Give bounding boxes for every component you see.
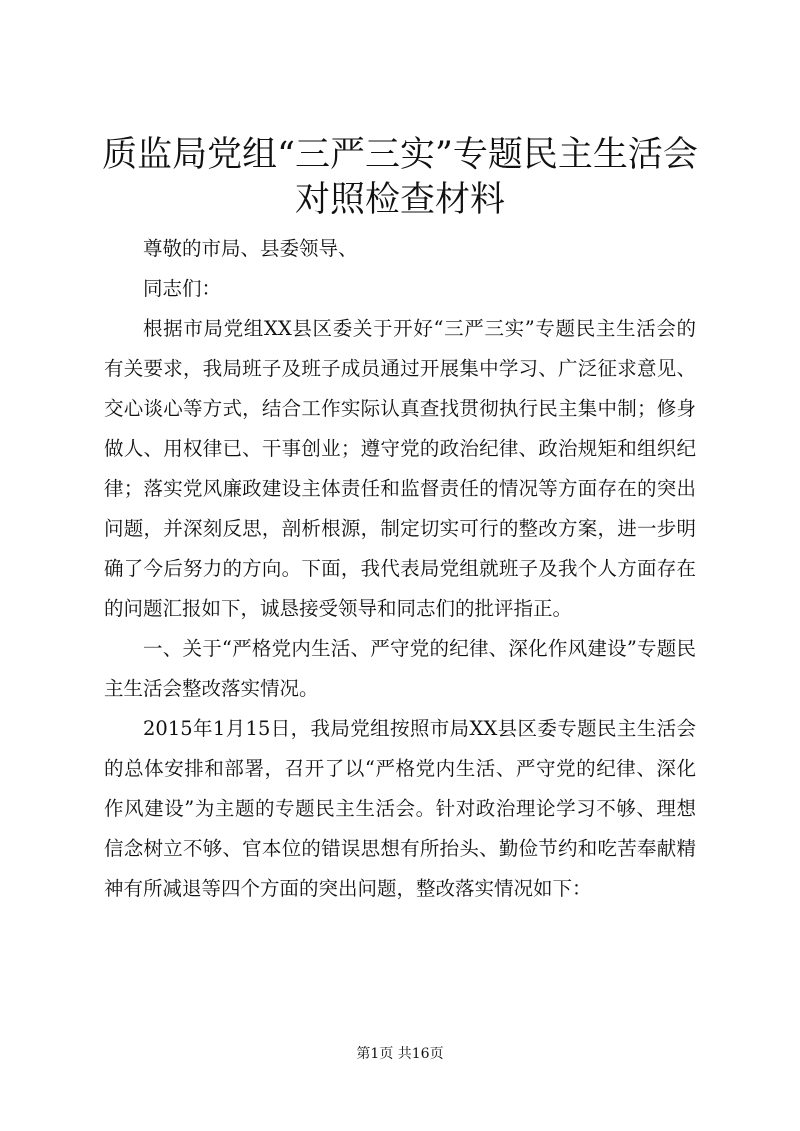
salutation-line-2: 同志们：: [143, 277, 222, 300]
document-body: [104, 229, 696, 909]
document-title: 质监局党组“三严三实”专题民主生活会对照检查材料: [102, 135, 698, 220]
section-paragraph-1: 2015年1月15日，我局党组按照市局XX县区委专题民主生活会的总体安排和部署，召开了以“严格党内生活、严守党的纪律、深化作风建设”为主题的专题民主生活会。针对政治理论学习不够、理想信念树立不够、官本位的错误思想有所抬头、勤俭节约和吃苦奉献精神有所减退等四个方面的突出问题，整改落实情况如下：: [104, 717, 696, 900]
salutation-line: 尊敬的市局、县委领导、: [143, 237, 358, 260]
intro-paragraph: 根据市局党组XX县区委关于开好“三严三实”专题民主生活会的有关要求，我局班子及班子成员通过开展集中学习、广泛征求意见、交心谈心等方式，结合工作实际认真查找贯彻执行民主集中制；修身做人、用权律已、干事创业；遵守党的政治纪律、政治规矩和组织纪律；落实党风廉政建设主体责任和监督责任的情况等方面存在的突出问题，并深刻反思，剖析根源，制定切实可行的整改方案，进一步明确了今后努力的方向。下面，我代表局党组就班子及我个人方面存在的问题汇报如下，诚恳接受领导和同志们的批评指正。: [104, 317, 696, 620]
page-footer: 第1页 共16页: [356, 1046, 444, 1062]
section-heading-1: 一、关于“严格党内生活、严守党的纪律、深化作风建设”专题民主生活会整改落实情况。: [104, 637, 696, 700]
